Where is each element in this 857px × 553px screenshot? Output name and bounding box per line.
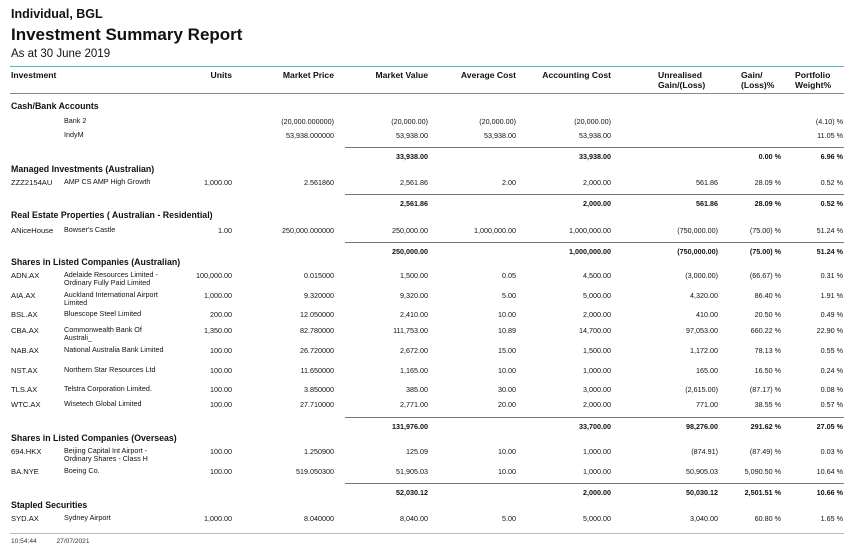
section-subtotal — [10, 420, 844, 432]
cell-mv: 2,561.86 — [400, 178, 428, 187]
cell-price: 2.561860 — [304, 178, 334, 187]
investment-code: TLS.AX — [11, 385, 38, 394]
cell-avg: 10.00 — [498, 310, 516, 319]
investment-name: Bluescope Steel Limited — [64, 309, 142, 318]
cell-acc: 14,700.00 — [579, 326, 611, 335]
cell-price: 9.320000 — [304, 291, 334, 300]
table-row — [10, 178, 844, 192]
cell-units: 100.00 — [210, 385, 232, 394]
subtotal-unr: 98,276.00 — [686, 422, 718, 431]
investment-code: NST.AX — [11, 366, 38, 375]
cell-gain: 78.13 % — [754, 346, 781, 355]
table-row — [10, 271, 844, 285]
subtotal-unr: 50,030.12 — [686, 488, 718, 497]
subtotal-gain: (75.00) % — [749, 247, 781, 256]
cell-avg: 53,938.00 — [484, 131, 516, 140]
investment-name: Boeing Co. — [64, 466, 100, 475]
cell-acc: 1,000.00 — [583, 366, 611, 375]
investment-code: WTC.AX — [11, 400, 41, 409]
footer-date: 27/07/2021 — [56, 538, 90, 545]
section-title: Shares in Listed Companies (Overseas) — [11, 433, 177, 443]
cell-acc: 2,000.00 — [583, 400, 611, 409]
cell-price: 519.050300 — [296, 467, 334, 476]
subtotal-gain: 2,501.51 % — [744, 488, 781, 497]
cell-acc: 4,500.00 — [583, 271, 611, 280]
cell-price: (20,000.000000) — [281, 117, 334, 126]
cell-mv: 1,500.00 — [400, 271, 428, 280]
cell-price: 11.650000 — [300, 366, 334, 375]
cell-port: 0.31 % — [820, 271, 843, 280]
col-market-price: Market Price — [282, 70, 334, 80]
table-row — [10, 366, 844, 380]
section-subtotal — [10, 197, 844, 209]
col-units: Units — [210, 70, 232, 80]
subtotal-mv: 52,030.12 — [396, 488, 428, 497]
subtotal-acc: 33,700.00 — [579, 422, 611, 431]
cell-price: 26.720000 — [300, 346, 334, 355]
cell-avg: 1,000,000.00 — [474, 226, 516, 235]
col-market-value: Market Value — [375, 70, 428, 80]
cell-price: 3.850000 — [304, 385, 334, 394]
cell-unr: 410.00 — [696, 310, 718, 319]
cell-avg: 0.05 — [502, 271, 516, 280]
cell-price: 8.040000 — [304, 514, 334, 523]
table-row — [10, 310, 844, 324]
cell-port: 0.52 % — [820, 178, 843, 187]
section-title: Shares in Listed Companies (Australian) — [11, 257, 181, 267]
cell-avg: (20,000.00) — [479, 117, 516, 126]
cell-avg: 15.00 — [498, 346, 516, 355]
investment-code: ANiceHouse — [11, 226, 54, 235]
cell-port: 10.64 % — [816, 467, 843, 476]
cell-mv: 2,771.00 — [400, 400, 428, 409]
cell-mv: 385.00 — [406, 385, 428, 394]
table-row — [10, 467, 844, 481]
cell-port: 0.08 % — [820, 385, 843, 394]
cell-unr: (750,000.00) — [677, 226, 718, 235]
cell-acc: 1,500.00 — [583, 346, 611, 355]
cell-port: 1.65 % — [820, 514, 843, 523]
subtotal-acc: 33,938.00 — [579, 152, 611, 161]
cell-units: 1,000.00 — [204, 291, 232, 300]
table-row — [10, 226, 844, 240]
table-row — [10, 291, 844, 305]
table-row — [10, 131, 844, 145]
cell-unr: 1,172.00 — [690, 346, 718, 355]
cell-unr: 165.00 — [696, 366, 718, 375]
table-row — [10, 447, 844, 461]
investment-code: ADN.AX — [11, 271, 40, 280]
section-title: Stapled Securities — [11, 500, 88, 510]
footer — [11, 538, 108, 545]
cell-gain: 60.80 % — [754, 514, 781, 523]
cell-acc: 3,000.00 — [583, 385, 611, 394]
investment-name: Beijing Capital Int Airport - Ordinary Shares - Class H — [64, 446, 148, 463]
cell-unr: 4,320.00 — [690, 291, 718, 300]
investment-code: BA.NYE — [11, 467, 39, 476]
cell-price: 250,000.000000 — [282, 226, 334, 235]
investment-name: Northern Star Resources Ltd — [64, 365, 156, 374]
cell-port: (4.10) % — [815, 117, 843, 126]
cell-acc: 1,000,000.00 — [569, 226, 611, 235]
cell-units: 100.00 — [210, 366, 232, 375]
section-subtotal — [10, 150, 844, 162]
col-portfolio-weight: Portfolio Weight% — [795, 70, 832, 90]
cell-gain: (66.67) % — [749, 271, 781, 280]
cell-gain: 38.55 % — [754, 400, 781, 409]
subtotal-mv: 2,561.86 — [400, 199, 428, 208]
section-title: Managed Investments (Australian) — [11, 164, 155, 174]
subtotal-gain: 28.09 % — [754, 199, 781, 208]
investment-name: Bowser's Castle — [64, 225, 116, 234]
cell-port: 51.24 % — [816, 226, 843, 235]
cell-acc: (20,000.00) — [574, 117, 611, 126]
col-gain-pct: Gain/ (Loss)% — [741, 70, 775, 90]
cell-avg: 2.00 — [502, 178, 516, 187]
subtotal-port: 51.24 % — [816, 247, 843, 256]
table-header — [10, 66, 844, 93]
cell-port: 0.55 % — [820, 346, 843, 355]
cell-port: 0.49 % — [820, 310, 843, 319]
cell-units: 1.00 — [218, 226, 232, 235]
cell-mv: (20,000.00) — [391, 117, 428, 126]
table-row — [10, 400, 844, 414]
cell-mv: 2,672.00 — [400, 346, 428, 355]
investment-code: BSL.AX — [11, 310, 38, 319]
investment-name: Commonwealth Bank Of Australi_ — [64, 325, 142, 342]
cell-avg: 10.00 — [498, 467, 516, 476]
footer-time: 10:54:44 — [11, 538, 37, 545]
cell-gain: 5,090.50 % — [744, 467, 781, 476]
cell-price: 12.050000 — [300, 310, 334, 319]
cell-mv: 53,938.00 — [396, 131, 428, 140]
subtotal-divider — [345, 483, 844, 484]
investment-code: 694.HKX — [11, 447, 42, 456]
cell-unr: 97,053.00 — [686, 326, 718, 335]
cell-port: 0.03 % — [820, 447, 843, 456]
cell-acc: 1,000.00 — [583, 467, 611, 476]
subtotal-port: 6.96 % — [820, 152, 843, 161]
entity-name: Individual, BGL — [11, 7, 103, 21]
cell-price: 27.710000 — [300, 400, 334, 409]
subtotal-unr: 561.86 — [696, 199, 718, 208]
cell-acc: 2,000.00 — [583, 178, 611, 187]
section-title: Real Estate Properties ( Australian - Residential) — [11, 210, 213, 220]
cell-unr: (874.91) — [691, 447, 718, 456]
cell-gain: 660.22 % — [750, 326, 781, 335]
investment-name: National Australia Bank Limited — [64, 345, 164, 354]
subtotal-mv: 250,000.00 — [392, 247, 428, 256]
col-accounting-cost: Accounting Cost — [542, 70, 611, 80]
cell-price: 0.015000 — [304, 271, 334, 280]
cell-units: 1,000.00 — [204, 514, 232, 523]
subtotal-gain: 0.00 % — [758, 152, 781, 161]
cell-acc: 5,000.00 — [583, 291, 611, 300]
cell-gain: 16.50 % — [754, 366, 781, 375]
cell-avg: 5.00 — [502, 514, 516, 523]
cell-units: 100,000.00 — [196, 271, 232, 280]
col-investment: Investment — [11, 70, 57, 80]
subtotal-port: 10.66 % — [816, 488, 843, 497]
cell-gain: 86.40 % — [754, 291, 781, 300]
cell-units: 100.00 — [210, 346, 232, 355]
investment-name: Wisetech Global Limited — [64, 399, 142, 408]
cell-mv: 250,000.00 — [392, 226, 428, 235]
cell-price: 82.780000 — [300, 326, 334, 335]
cell-port: 11.05 % — [817, 131, 843, 140]
investment-name: AMP CS AMP High Growth — [64, 177, 151, 186]
table-row — [10, 326, 844, 340]
cell-price: 53,938.000000 — [286, 131, 334, 140]
cell-avg: 10.00 — [498, 366, 516, 375]
cell-avg: 10.00 — [498, 447, 516, 456]
cell-avg: 30.00 — [498, 385, 516, 394]
cell-port: 22.90 % — [816, 326, 843, 335]
cell-gain: 28.09 % — [754, 178, 781, 187]
cell-acc: 2,000.00 — [583, 310, 611, 319]
cell-gain: (87.49) % — [749, 447, 781, 456]
cell-units: 100.00 — [210, 447, 232, 456]
cell-acc: 1,000.00 — [583, 447, 611, 456]
investment-name: Sydney Airport — [64, 513, 111, 522]
cell-port: 0.57 % — [820, 400, 843, 409]
header-divider — [10, 93, 844, 94]
cell-unr: 3,040.00 — [690, 514, 718, 523]
subtotal-port: 27.05 % — [816, 422, 843, 431]
subtotal-divider — [345, 417, 844, 418]
subtotal-mv: 131,976.00 — [392, 422, 428, 431]
subtotal-divider — [345, 194, 844, 195]
subtotal-divider — [345, 147, 844, 148]
cell-mv: 9,320.00 — [400, 291, 428, 300]
cell-gain: 20.50 % — [754, 310, 781, 319]
cell-price: 1.250900 — [304, 447, 334, 456]
cell-port: 0.24 % — [820, 366, 843, 375]
subtotal-acc: 1,000,000.00 — [569, 247, 611, 256]
subtotal-mv: 33,938.00 — [396, 152, 428, 161]
subtotal-port: 0.52 % — [820, 199, 843, 208]
investment-code: SYD.AX — [11, 514, 39, 523]
investment-code: CBA.AX — [11, 326, 39, 335]
cell-mv: 111,753.00 — [393, 326, 428, 335]
table-row — [10, 117, 844, 131]
cell-avg: 10.89 — [498, 326, 516, 335]
table-row — [10, 346, 844, 360]
investment-code: ZZZ2154AU — [11, 178, 53, 187]
subtotal-unr: (750,000.00) — [677, 247, 718, 256]
investment-name: Adelaide Resources Limited - Ordinary Fully Paid Limited — [64, 270, 158, 287]
subtotal-acc: 2,000.00 — [583, 199, 611, 208]
as-at-date: As at 30 June 2019 — [11, 48, 111, 60]
cell-mv: 2,410.00 — [400, 310, 428, 319]
subtotal-divider — [345, 242, 844, 243]
table-row — [10, 514, 844, 528]
investment-name: Telstra Corporation Limited. — [64, 384, 152, 393]
cell-gain: (87.17) % — [749, 385, 781, 394]
cell-acc: 5,000.00 — [583, 514, 611, 523]
cell-mv: 8,040.00 — [400, 514, 428, 523]
footer-divider — [10, 533, 844, 534]
page-title: Investment Summary Report — [11, 25, 243, 44]
cell-unr: 561.86 — [696, 178, 718, 187]
section-title: Cash/Bank Accounts — [11, 101, 99, 111]
cell-units: 1,000.00 — [204, 178, 232, 187]
cell-mv: 125.09 — [406, 447, 428, 456]
col-average-cost: Average Cost — [460, 70, 516, 80]
cell-avg: 20.00 — [498, 400, 516, 409]
cell-unr: 771.00 — [696, 400, 718, 409]
cell-mv: 51,905.03 — [396, 467, 428, 476]
cell-units: 100.00 — [210, 400, 232, 409]
section-subtotal — [10, 245, 844, 257]
cell-unr: (3,000.00) — [685, 271, 718, 280]
investment-code: NAB.AX — [11, 346, 39, 355]
cell-gain: (75.00) % — [749, 226, 781, 235]
investment-name: Bank 2 — [64, 116, 87, 125]
investment-name: Auckland International Airport Limited — [64, 290, 158, 307]
cell-unr: 50,905.03 — [686, 467, 718, 476]
cell-mv: 1,165.00 — [400, 366, 428, 375]
subtotal-gain: 291.62 % — [750, 422, 781, 431]
subtotal-acc: 2,000.00 — [583, 488, 611, 497]
investment-code: AIA.AX — [11, 291, 36, 300]
cell-avg: 5.00 — [502, 291, 516, 300]
cell-units: 1,350.00 — [204, 326, 232, 335]
table-row — [10, 385, 844, 399]
section-subtotal — [10, 486, 844, 498]
col-unrealised: Unrealised Gain/(Loss) — [658, 70, 706, 90]
cell-unr: (2,615.00) — [685, 385, 718, 394]
cell-units: 100.00 — [210, 467, 232, 476]
investment-name: IndyM — [64, 130, 84, 139]
cell-units: 200.00 — [210, 310, 232, 319]
cell-port: 1.91 % — [820, 291, 843, 300]
cell-acc: 53,938.00 — [579, 131, 611, 140]
